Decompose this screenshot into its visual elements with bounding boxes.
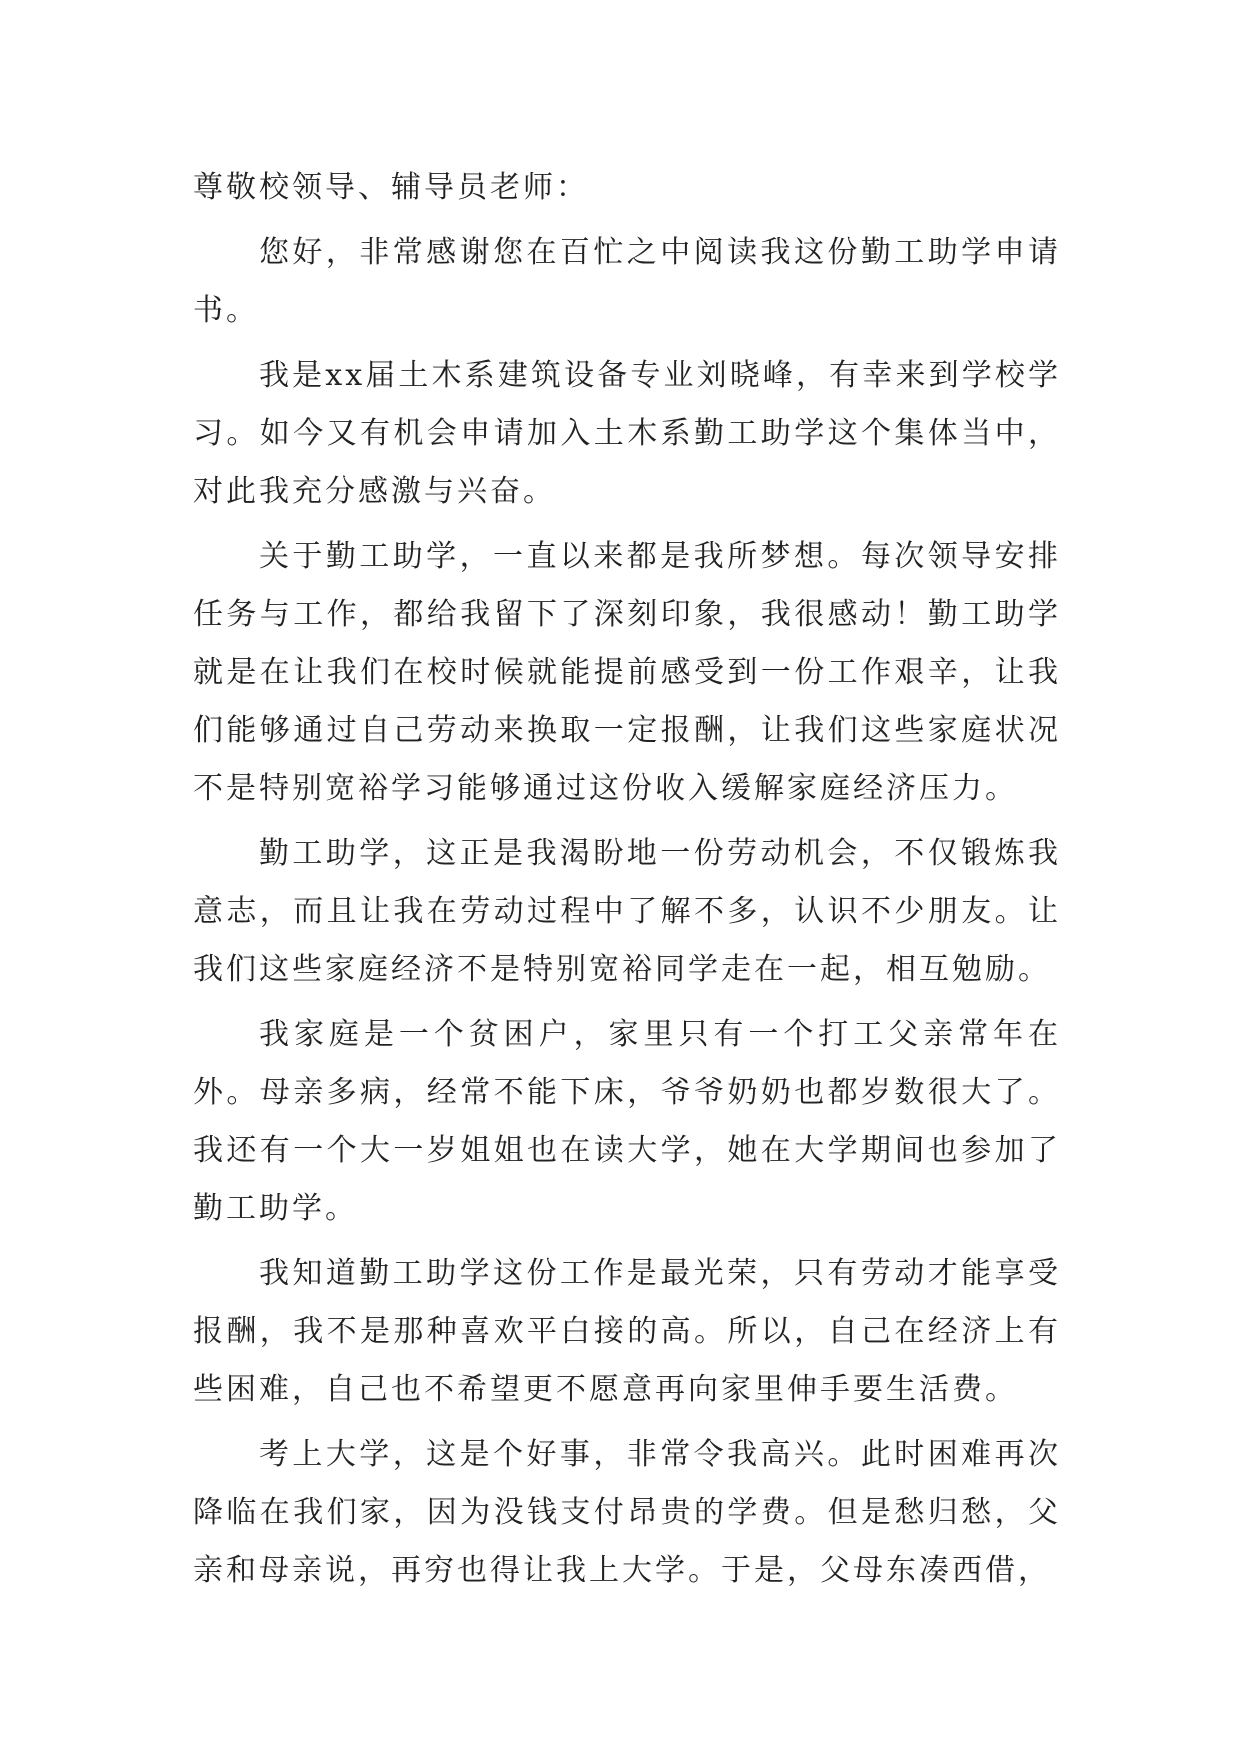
paragraph-introduction: 我是xx届土木系建筑设备专业刘晓峰，有幸来到学校学习。如今又有机会申请加入土木系勤工助学这个集体当中，对此我充分感激与兴奋。 — [193, 358, 1061, 509]
paragraph-greeting: 您好，非常感谢您在百忙之中阅读我这份勤工助学申请书。 — [193, 235, 1061, 328]
paragraph-college-admission: 考上大学，这是个好事，非常令我高兴。此时困难再次降临在我们家，因为没钱支付昂贵的学费。但是愁归愁，父亲和母亲说，再穷也得让我上大学。于是，父母东凑西借， — [193, 1437, 1061, 1588]
paragraph-opportunity: 勤工助学，这正是我渴盼地一份劳动机会，不仅锻炼我意志，而且让我在劳动过程中了解不多，认识不少朋友。让我们这些家庭经济不是特别宽裕同学走在一起，相互勉励。 — [193, 836, 1061, 987]
paragraph-about-work-study: 关于勤工助学，一直以来都是我所梦想。每次领导安排任务与工作，都给我留下了深刻印象，我很感动！勤工助学就是在让我们在校时候就能提前感受到一份工作艰辛，让我们能够通过自己劳动来换取一定报酬，让我们这些家庭状况不是特别宽裕学习能够通过这份收入缓解家庭经济压力。 — [193, 539, 1061, 806]
paragraph-motivation: 我知道勤工助学这份工作是最光荣，只有劳动才能享受报酬，我不是那种喜欢平白接的高。所以，自己在经济上有些困难，自己也不希望更不愿意再向家里伸手要生活费。 — [193, 1256, 1061, 1407]
paragraph-family-situation: 我家庭是一个贫困户，家里只有一个打工父亲常年在外。母亲多病，经常不能下床，爷爷奶奶也都岁数很大了。我还有一个大一岁姐姐也在读大学，她在大学期间也参加了勤工助学。 — [193, 1017, 1061, 1226]
letter-body — [193, 159, 1061, 1607]
salutation: 尊敬校领导、辅导员老师： — [193, 170, 589, 205]
